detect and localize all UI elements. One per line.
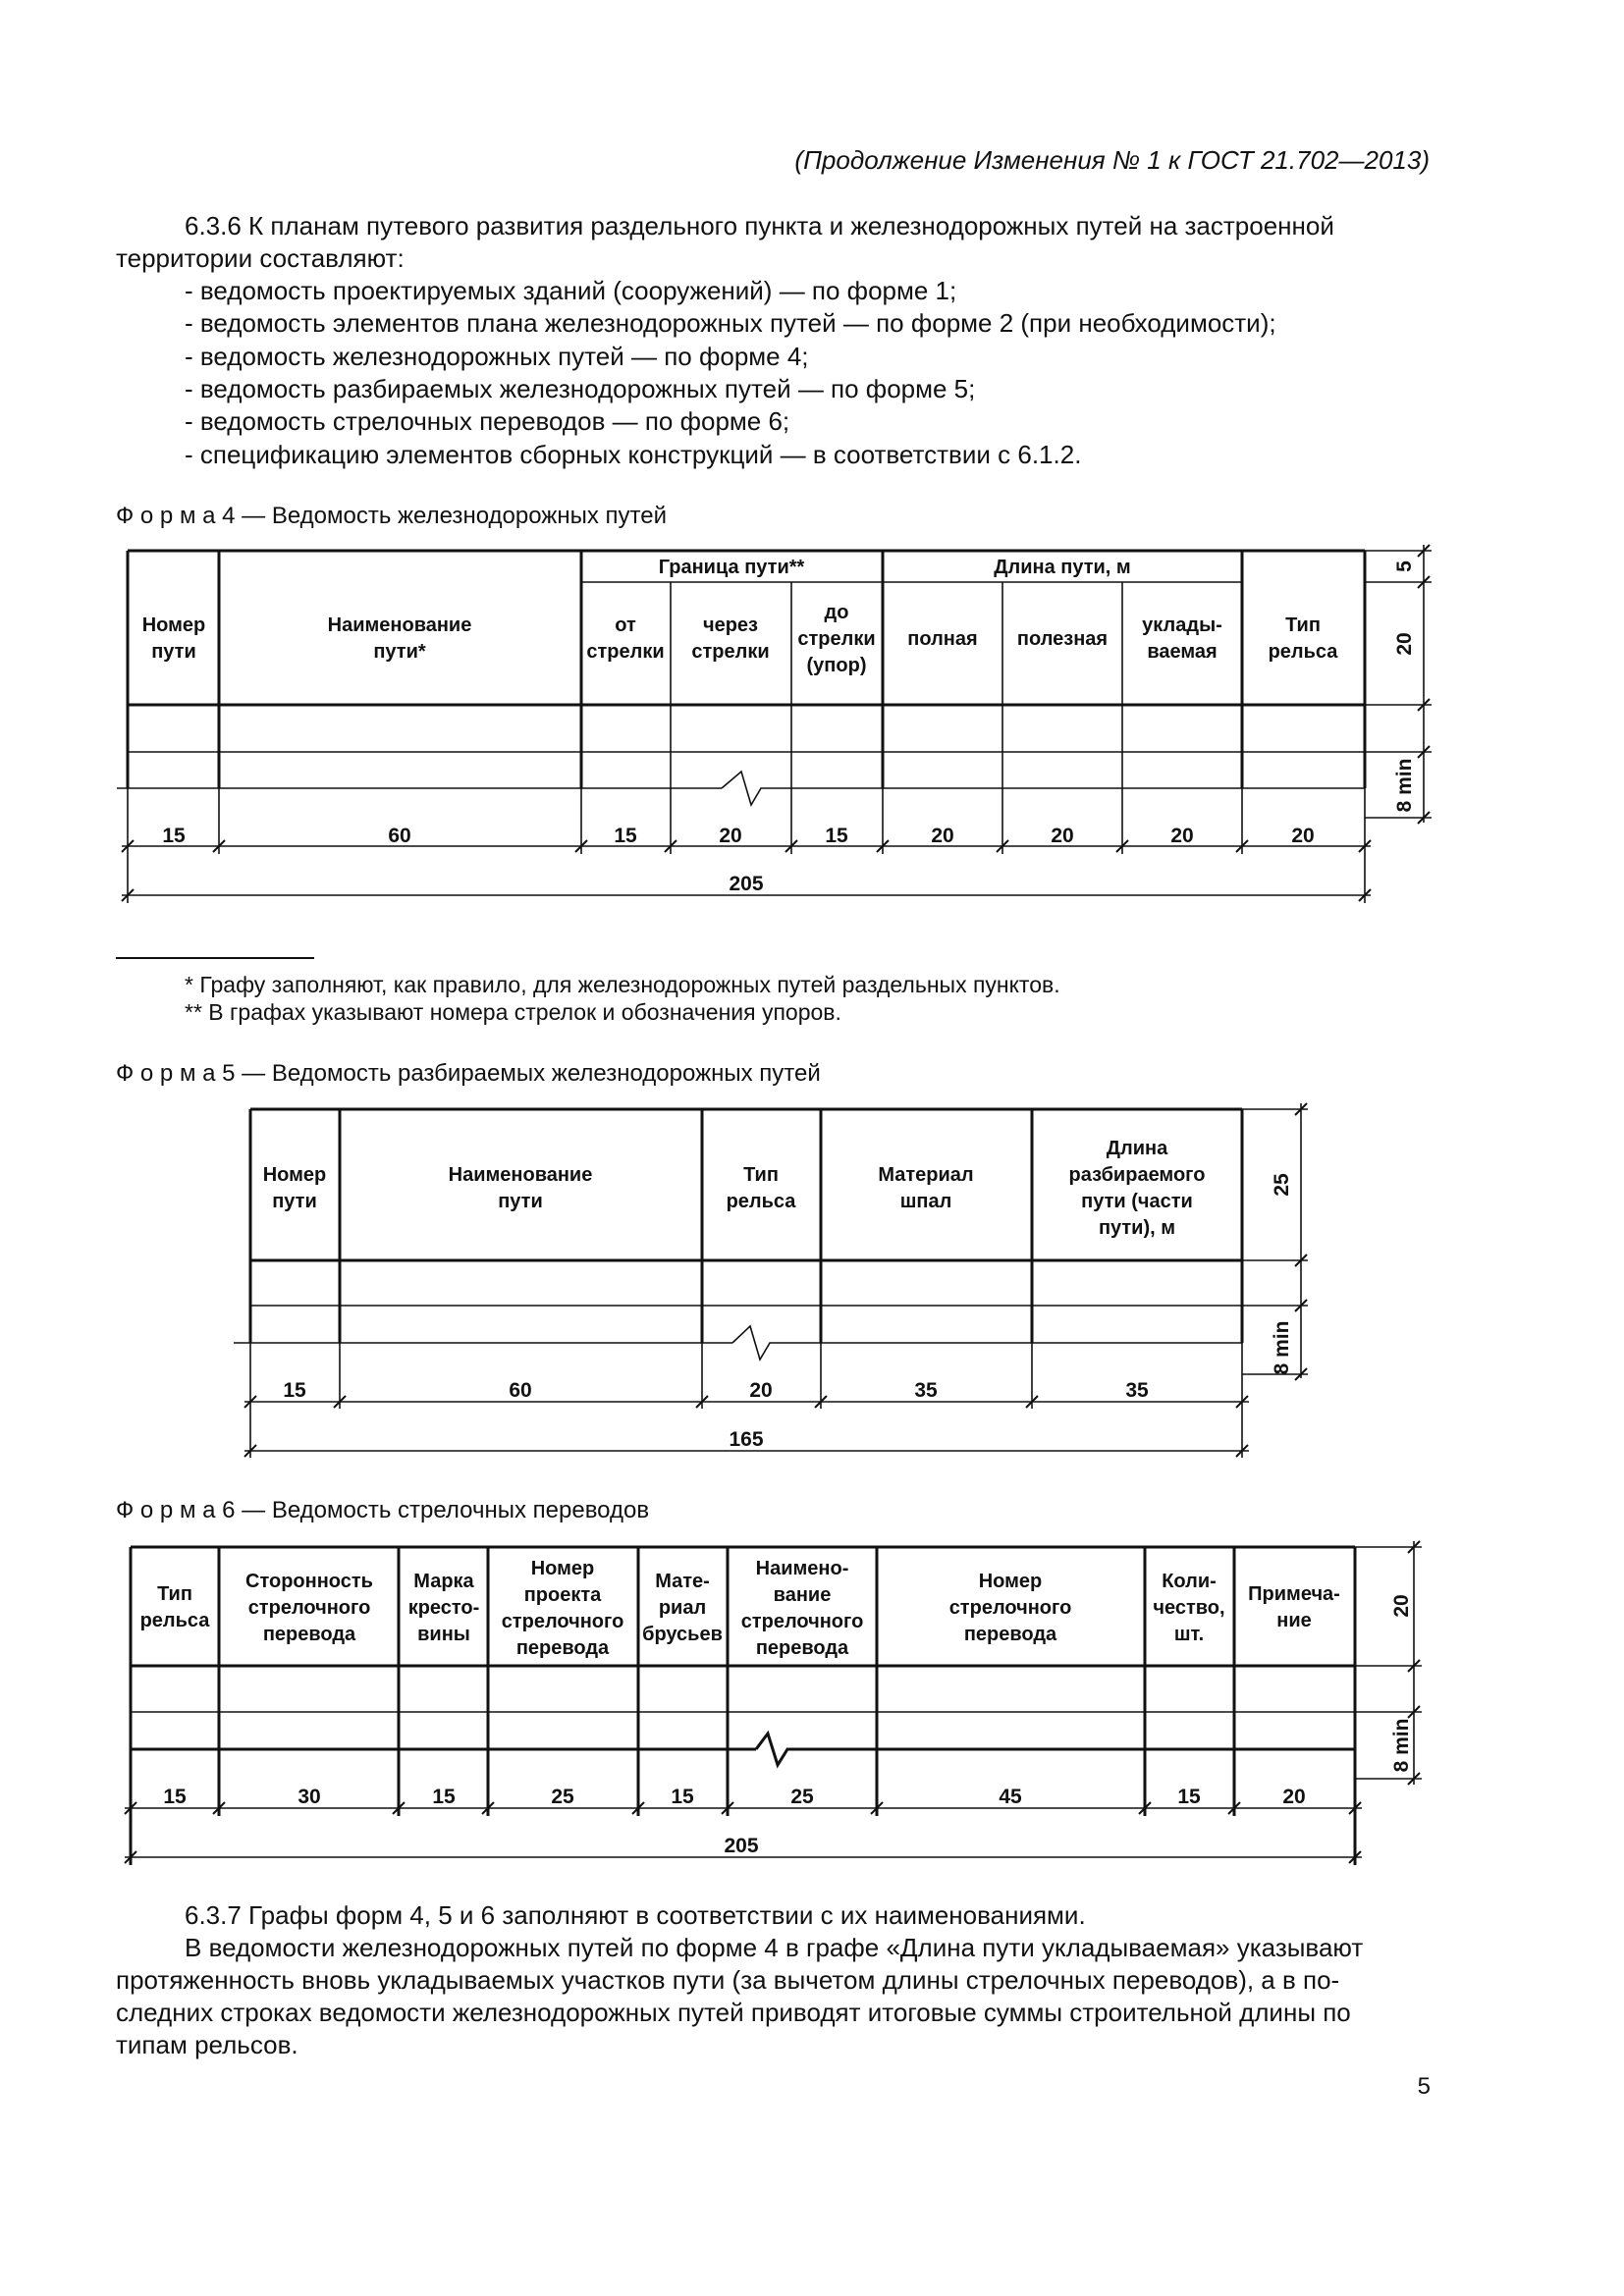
form6-col-header: перевода [755, 1637, 849, 1659]
form6-col-header: стрелочного [501, 1611, 624, 1632]
form4-col-header: ваемая [1147, 641, 1218, 663]
form4-width-label: 15 [825, 825, 848, 847]
form5-headers [263, 1138, 1206, 1239]
form6-col-header: стрелочного [247, 1597, 371, 1619]
form6-total-width: 205 [724, 1835, 759, 1857]
form4-headers [142, 557, 1339, 676]
form6-col-header: стрелочного [740, 1611, 864, 1632]
form4-col-header: полная [907, 628, 978, 650]
form6-col-header: перевода [963, 1624, 1057, 1645]
form6-col-header: брусьев [642, 1624, 723, 1645]
form5-col-header: Наименование [448, 1164, 593, 1186]
form5-dimensions [283, 1173, 1293, 1451]
form6-col-header: Сторонность [245, 1571, 373, 1592]
form4-col-header: пути* [373, 641, 426, 663]
form4-group-boundary: Граница пути** [658, 557, 805, 578]
form5-col-header: Номер [262, 1164, 327, 1186]
form6-width-label: 30 [298, 1786, 321, 1808]
form4-col-header: Тип [1285, 614, 1321, 636]
form6-col-header: Коли- [1162, 1571, 1217, 1592]
form6-width-label: 15 [432, 1786, 456, 1808]
section-636-line1: 6.3.6 К планам путевого развития раздельного пункта и железнодорожных путей на застроенной [185, 211, 1334, 240]
form4-width-label: 20 [931, 825, 954, 847]
form6-col-header: стрелочного [948, 1597, 1072, 1619]
form4-col-header: Наименование [327, 614, 472, 636]
form4-width-label: 15 [614, 825, 637, 847]
footnote: ** В графах указывают номера стрелок и обозначения упоров. [185, 999, 841, 1025]
form4-width-label: 20 [719, 825, 742, 847]
form5-col-header: рельса [726, 1191, 796, 1212]
form4-col-header: от [615, 614, 636, 636]
form6-width-label: 15 [1177, 1786, 1201, 1808]
form5-col-header: разбираемого [1068, 1164, 1206, 1186]
form5-width-label: 60 [509, 1379, 532, 1402]
section-637-line: протяженность вновь укладываемых участков пути (за вычетом длины стрелочных переводов), а в по- [116, 1965, 1340, 1995]
form5-width-label: 35 [914, 1379, 938, 1402]
form5-width-label: 35 [1125, 1379, 1149, 1402]
form6-col-header: Номер [530, 1558, 595, 1579]
form5-col-header: пути [498, 1191, 543, 1212]
form4-table [117, 545, 1432, 903]
section-636-line2: территории составляют: [116, 243, 405, 273]
form5-col-header: пути [272, 1191, 317, 1212]
form4-caption: Ф о р м а 4 — Ведомость железнодорожных путей [116, 503, 667, 529]
form4-col-header: стрелки [797, 628, 876, 650]
form6-width-label: 45 [999, 1786, 1022, 1808]
form6-col-header: кресто- [407, 1597, 480, 1619]
form6-width-label: 15 [671, 1786, 694, 1808]
list-item: - ведомость разбираемых железнодорожных путей — по форме 5; [185, 374, 976, 403]
form6-col-header: перевода [262, 1624, 356, 1645]
form4-col-header: пути [151, 641, 196, 663]
form6-width-label: 20 [1282, 1786, 1306, 1808]
footnote: * Графу заполняют, как правило, для железнодорожных путей раздельных пунктов. [185, 972, 1060, 997]
list-item: - ведомость проектируемых зданий (сооружений) — по форме 1; [185, 276, 957, 305]
form5-col-header: пути (части [1081, 1191, 1193, 1212]
form6-col-header: Примеча- [1248, 1583, 1340, 1605]
form4-width-label: 20 [1051, 825, 1074, 847]
list-item: - ведомость стрелочных переводов — по форме 6; [185, 406, 790, 436]
form4-col-header: стрелки [586, 641, 665, 663]
form6-width-label: 25 [551, 1786, 574, 1808]
form4-col-header: уклады- [1142, 614, 1222, 636]
form5-col-header: шпал [899, 1191, 952, 1212]
form6-height-label: 8 min [1390, 1718, 1413, 1773]
form4-col-header: полезная [1016, 628, 1109, 650]
form6-col-header: Тип [157, 1583, 192, 1605]
form6-headers [140, 1558, 1340, 1659]
page-header: (Продолжение Изменения № 1 к ГОСТ 21.702—2013) [794, 145, 1430, 175]
form6-caption: Ф о р м а 6 — Ведомость стрелочных переводов [116, 1497, 650, 1523]
form4-total-width: 205 [729, 873, 764, 895]
form5-width-label: 20 [749, 1379, 773, 1402]
form4-col-header: Номер [141, 614, 206, 636]
form6-col-header: Марка [413, 1571, 474, 1592]
form6-height-label: 20 [1390, 1594, 1413, 1618]
form4-dimensions [162, 561, 1416, 895]
form4-col-header: до [824, 602, 849, 623]
form4-width-label: 20 [1170, 825, 1194, 847]
form4-height-label: 20 [1393, 632, 1416, 656]
form6-col-header: ние [1276, 1610, 1312, 1631]
form6-col-header: рельса [139, 1610, 210, 1631]
section-637-line: следних строках ведомости железнодорожных путей приводят итоговые суммы строительной длины по [116, 1998, 1351, 2027]
form5-col-header: Тип [743, 1164, 779, 1186]
form6-col-header: вины [417, 1624, 470, 1645]
form5-total-width: 165 [729, 1428, 764, 1451]
list-item: - ведомость элементов плана железнодорожных путей — по форме 2 (при необходимости); [185, 308, 1276, 338]
form5-col-header: пути), м [1098, 1217, 1176, 1239]
form4-width-label: 20 [1291, 825, 1315, 847]
form6-width-label: 15 [163, 1786, 187, 1808]
form6-col-header: шт. [1173, 1624, 1205, 1645]
list-item: - ведомость железнодорожных путей — по форме 4; [185, 342, 809, 371]
footnote-separator [116, 957, 314, 959]
form5-height-label: 8 min [1271, 1320, 1293, 1375]
form6-col-header: перевода [515, 1637, 610, 1659]
form6-col-header: чество, [1153, 1597, 1225, 1619]
section-637-line: В ведомости железнодорожных путей по форме 4 в графе «Длина пути укладываемая» указывают [185, 1933, 1364, 1962]
form6-col-header: Номер [978, 1571, 1043, 1592]
form5-caption: Ф о р м а 5 — Ведомость разбираемых железнодорожных путей [116, 1060, 821, 1087]
form4-col-header: (упор) [806, 655, 867, 676]
form4-group-length: Длина пути, м [994, 557, 1131, 578]
form6-col-header: риал [658, 1597, 707, 1619]
form4-col-header: через [702, 614, 759, 636]
form6-col-header: вание [773, 1584, 832, 1606]
form4-height-label: 5 [1393, 561, 1416, 572]
form5-col-header: Материал [878, 1164, 974, 1186]
form6-col-header: Мате- [655, 1571, 710, 1592]
form5-height-label: 25 [1271, 1173, 1293, 1197]
section-637-line: 6.3.7 Графы форм 4, 5 и 6 заполняют в соответствии с их наименованиями. [185, 1900, 1086, 1930]
form6-width-label: 25 [790, 1786, 814, 1808]
form6-col-header: проекта [523, 1584, 602, 1606]
form4-col-header: рельса [1268, 641, 1338, 663]
form4-height-label: 8 min [1393, 758, 1416, 813]
form5-col-header: Длина [1106, 1138, 1168, 1159]
form4-width-label: 15 [162, 825, 186, 847]
section-637-line: типам рельсов. [116, 2030, 298, 2059]
form5-width-label: 15 [283, 1379, 306, 1402]
form6-col-header: Наимено- [755, 1558, 849, 1579]
form4-width-label: 60 [388, 825, 411, 847]
list-item: - спецификацию элементов сборных конструкций — в соответствии с 6.1.2. [185, 440, 1082, 469]
page-number: 5 [1417, 2073, 1431, 2100]
form4-col-header: стрелки [691, 641, 770, 663]
